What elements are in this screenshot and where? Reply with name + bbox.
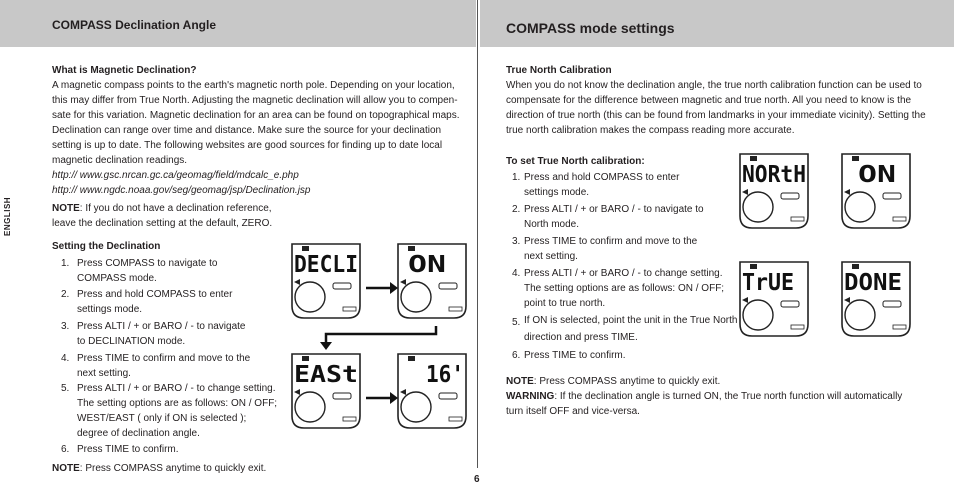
note-text: : Press COMPASS anytime to quickly exit. — [79, 463, 267, 474]
step-number: 2. — [512, 204, 521, 215]
lcd-text: DONE — [844, 270, 902, 296]
paragraph-line: A magnetic compass points to the earth's magnetic north pole. Depending on your location, — [52, 80, 455, 91]
step-text: Press and hold COMPASS to enter — [77, 289, 233, 300]
watch-screen-decli — [292, 244, 360, 318]
step-text: Press and hold COMPASS to enter — [524, 172, 680, 183]
step-text: degree of declination angle. — [77, 428, 200, 439]
lcd-text: ON — [858, 162, 896, 188]
lcd-text: 16' — [426, 362, 464, 388]
step-number: 5. — [512, 317, 521, 328]
warning-note-line: turn itself OFF and vice-versa. — [506, 406, 640, 417]
paragraph-line: compensate for the difference between magnetic and true north. All you need to know is the — [506, 95, 912, 106]
nrcan-link[interactable]: http:// www.gsc.nrcan.gc.ca/geomag/field/mdcalc_e.php — [52, 170, 299, 181]
watch-screen-on — [842, 154, 910, 228]
paragraph-line: direction of true north (this can be found from landmarks in your immediate vicinity). Setting the — [506, 110, 926, 121]
note-text: : Press COMPASS anytime to quickly exit. — [533, 376, 721, 387]
step-text: Press COMPASS to navigate to — [77, 258, 218, 269]
paragraph-line: When you do not know the declination angle, the true north calibration function can be used to — [506, 80, 922, 91]
watch-screen-on — [398, 244, 466, 318]
step-number: 5. — [61, 383, 70, 394]
lcd-text: NORtH — [742, 162, 806, 188]
declination-note — [52, 201, 272, 216]
paragraph-line: true north calibration makes the compass reading more accurate. — [506, 125, 795, 136]
step-text: Press TIME to confirm and move to the — [77, 353, 251, 364]
note-text: : If you do not have a declination reference, — [79, 203, 272, 214]
step-text: Press ALTI / + or BARO / - to change setting. — [77, 383, 276, 394]
language-tab — [3, 196, 25, 276]
step-number: 1. — [61, 258, 70, 269]
lcd-text: ON — [408, 252, 446, 278]
arrow-right-icon — [366, 282, 398, 294]
warning-text: : If the declination angle is turned ON, the True north function will automatically — [554, 391, 903, 402]
paragraph-line: Declination can range over time and distance. Make sure the source for your declination — [52, 125, 442, 136]
step-text: If ON is selected, point the unit in the True North — [524, 315, 738, 326]
step-text: Press ALTI / + or BARO / - to change setting. — [524, 268, 723, 279]
true-north-steps — [512, 170, 737, 363]
step-number: 3. — [61, 321, 70, 332]
lcd-text: DECLI — [294, 252, 358, 278]
step-number: 4. — [512, 268, 521, 279]
watch-screen-done — [842, 262, 910, 336]
note-label: NOTE — [52, 203, 80, 214]
step-text: Press TIME to confirm. — [77, 444, 179, 455]
arrow-right-icon — [366, 392, 398, 404]
list-item — [512, 348, 737, 363]
list-item — [61, 442, 277, 457]
lcd-text: TrUE — [742, 270, 794, 296]
step-number: 6. — [61, 444, 70, 455]
warning-note — [506, 389, 902, 404]
step-text: Press ALTI / + or BARO / - to navigate to — [524, 204, 704, 215]
step-text: Press ALTI / + or BARO / - to navigate — [77, 321, 246, 332]
step-text: next setting. — [524, 251, 578, 262]
list-item — [61, 256, 277, 286]
list-item — [512, 313, 737, 343]
warning-label: WARNING — [506, 391, 555, 402]
note-label: NOTE — [506, 376, 534, 387]
list-item — [512, 234, 737, 264]
page-divider — [477, 0, 478, 468]
watch-screen-east — [292, 354, 360, 428]
step-text: Press TIME to confirm. — [524, 350, 626, 361]
declination-steps — [61, 256, 277, 457]
step-text: The setting options are as follows: ON / OFF; — [524, 283, 725, 294]
setting-declination-heading: Setting the Declination — [52, 241, 161, 252]
left-section-title: COMPASS Declination Angle — [52, 18, 217, 32]
ngdc-link[interactable]: http:// www.ngdc.noaa.gov/seg/geomag/jsp/Declination.jsp — [52, 185, 311, 196]
arrow-return-icon — [320, 326, 436, 350]
watch-screen-true — [740, 262, 808, 336]
true-north-heading: True North Calibration — [506, 65, 612, 76]
step-text: to DECLINATION mode. — [77, 336, 186, 347]
note-label: NOTE — [52, 463, 80, 474]
paragraph-line: setting is up to date. The following websites are good sources for finding up to date local — [52, 140, 443, 151]
step-text: point to true north. — [524, 298, 606, 309]
step-number: 1. — [512, 172, 521, 183]
declination-note-line: leave the declination setting at the default, ZERO. — [52, 218, 273, 229]
step-text: North mode. — [524, 219, 580, 230]
set-true-north-heading: To set True North calibration: — [506, 156, 645, 167]
list-item — [61, 287, 277, 317]
watch-screen-north — [740, 154, 808, 228]
right-section-title: COMPASS mode settings — [506, 20, 675, 36]
declination-steps-diagram — [286, 238, 476, 438]
page-number: 6 — [474, 474, 480, 485]
step-text: Press TIME to confirm and move to the — [524, 236, 698, 247]
paragraph-line: sate for this variation. Magnetic declination for an area can be found on topographical maps. — [52, 110, 460, 121]
step-text: direction and press TIME. — [524, 332, 638, 343]
list-item — [61, 351, 277, 381]
list-item — [512, 266, 737, 311]
step-number: 2. — [61, 289, 70, 300]
step-text: settings mode. — [524, 187, 590, 198]
lcd-text: EASt — [294, 362, 358, 388]
true-north-steps-diagram — [736, 150, 926, 340]
list-item — [61, 381, 277, 441]
list-item — [512, 202, 737, 232]
watch-screen-degree — [398, 354, 466, 428]
magnetic-declination-heading: What is Magnetic Declination? — [52, 65, 197, 76]
step-number: 6. — [512, 350, 521, 361]
list-item — [61, 319, 277, 349]
list-item — [512, 170, 737, 200]
exit-note — [506, 374, 720, 389]
step-number: 3. — [512, 236, 521, 247]
step-text: The setting options are as follows: ON / OFF; — [77, 398, 278, 409]
step-text: WEST/EAST ( only if ON is selected ); — [77, 413, 247, 424]
step-number: 4. — [61, 353, 70, 364]
step-text: COMPASS mode. — [77, 273, 157, 284]
paragraph-line: this may differ from True North. Adjusting the magnetic declination will allow you to compen- — [52, 95, 458, 106]
exit-note — [52, 461, 266, 476]
language-label: ENGLISH — [3, 196, 12, 236]
paragraph-line: magnetic declination readings. — [52, 155, 188, 166]
step-text: next setting. — [77, 368, 131, 379]
step-text: settings mode. — [77, 304, 143, 315]
